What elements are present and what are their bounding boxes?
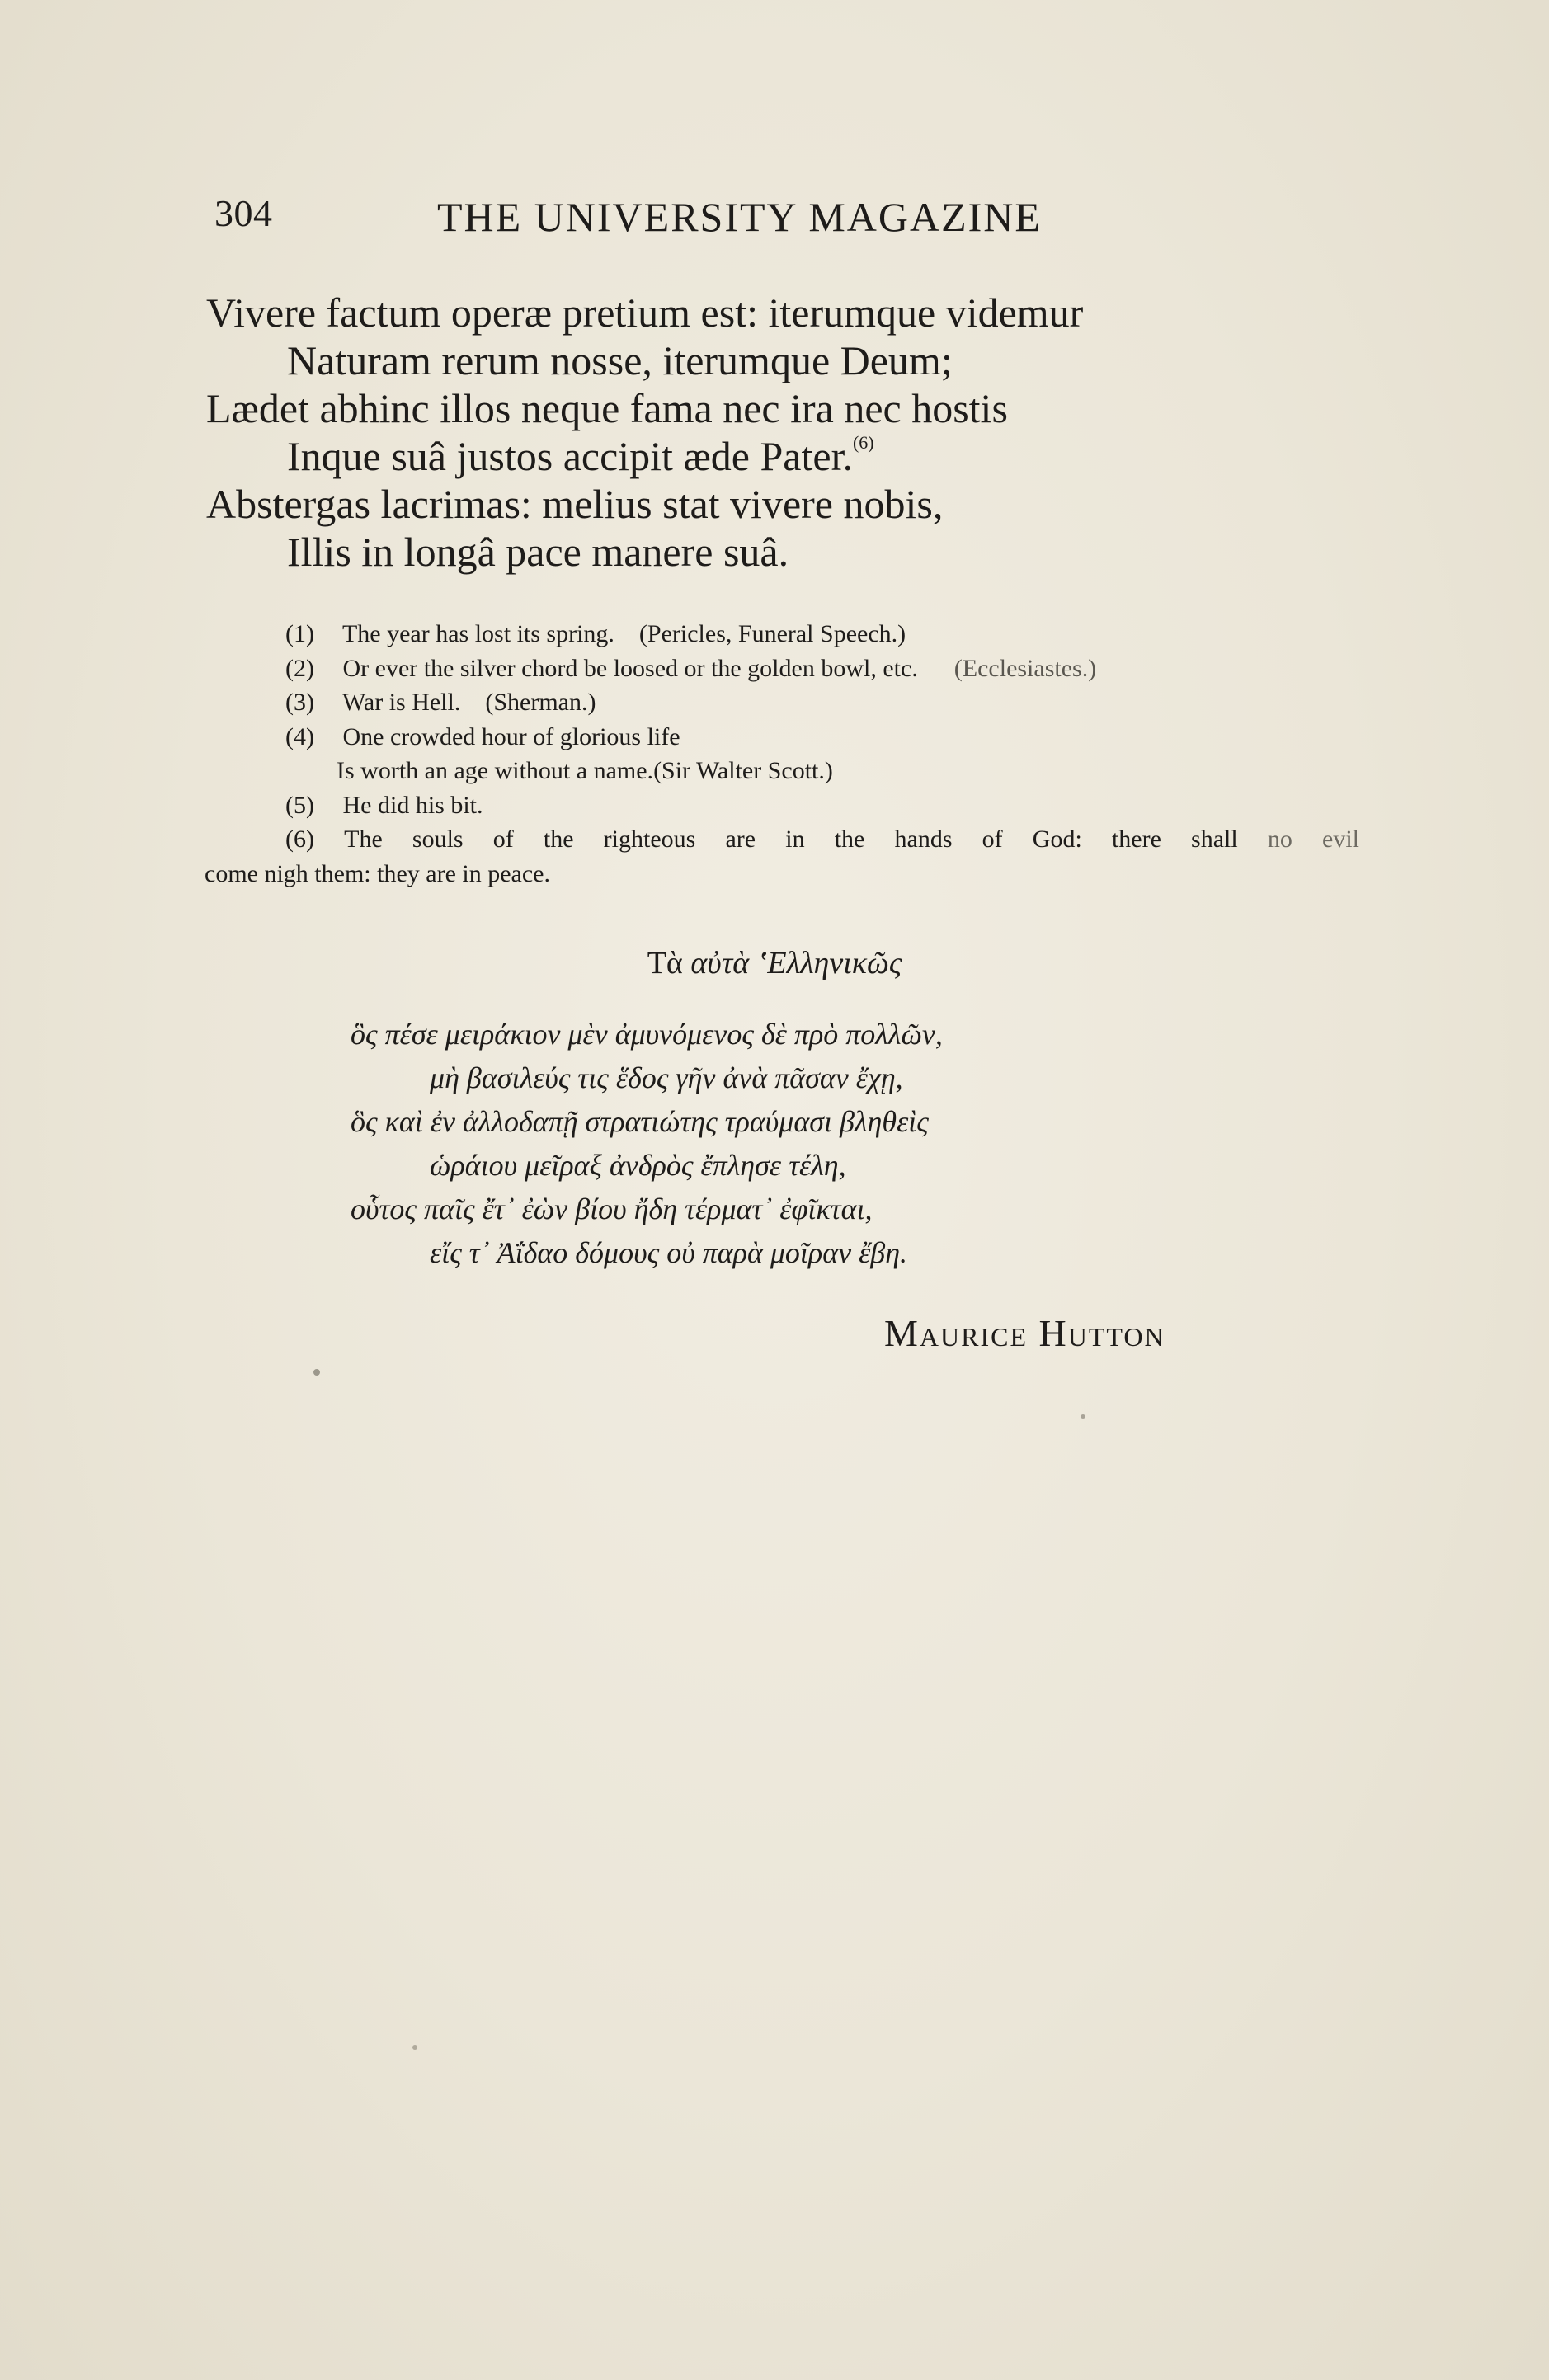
greek-poem	[351, 1013, 1258, 1275]
latin-poem	[206, 289, 1237, 576]
footnote-2	[205, 651, 1376, 686]
footnote-text: War is Hell.	[341, 689, 461, 716]
footnote-word: no	[1267, 825, 1292, 853]
footnote-source: (Pericles, Funeral Speech.)	[638, 620, 906, 647]
footnote-word: of	[492, 825, 514, 853]
footnote-word: righteous	[603, 825, 696, 853]
footnote-word: evil	[1322, 825, 1359, 853]
footnote-word: there	[1111, 825, 1161, 853]
greek-line-1: ὃς πέσε μειράκιον μὲν ἀμυνόμενος δὲ πρὸ πολλῶν,	[351, 1018, 943, 1051]
footnote-text: One crowded hour of glorious life	[342, 722, 680, 750]
greek-title-rest: αὐτὰ ʽΕλληνικῶς	[690, 946, 902, 981]
greek-line-4: ὡράιου μεῖραξ ἀνδρὸς ἔπλησε τέλη,	[430, 1149, 846, 1182]
paper-blemish	[412, 2045, 417, 2050]
poem-line-3: Lædet abhinc illos neque fama nec ira nec hostis	[206, 385, 1008, 431]
footnote-number: (5)	[285, 791, 314, 819]
footnote-1	[205, 617, 1376, 651]
footnotes	[205, 617, 1376, 891]
poem-line-2: Naturam rerum nosse, iterumque Deum;	[287, 337, 953, 383]
footnote-source: (Sir Walter Scott.)	[653, 757, 833, 784]
author-signature: Maurice Hutton	[884, 1312, 1165, 1354]
footnote-6	[205, 822, 1359, 857]
footnote-4-continuation	[205, 754, 1376, 788]
footnote-word: in	[785, 825, 805, 853]
page-header	[214, 191, 1122, 249]
poem-line-4-text: Inque suâ justos accipit æde Pater.	[287, 433, 853, 479]
footnote-source: (Ecclesiastes.)	[953, 654, 1097, 682]
greek-title-lead: Τὰ	[647, 946, 683, 981]
footnote-text: Is worth an age without a name.	[337, 757, 654, 784]
footnote-number: (6)	[285, 825, 314, 853]
greek-line-3: ὃς καὶ ἐν ἀλλοδαπῇ στρατιώτης τραύμασι βληθεὶς	[351, 1105, 929, 1138]
footnote-number: (1)	[285, 620, 314, 647]
footnote-word: The	[344, 825, 383, 853]
footnote-6-continuation: come nigh them: they are in peace.	[205, 859, 550, 887]
greek-line-6: εἴς τ᾽ Ἀΐδαο δόμους οὐ παρὰ μοῖραν ἔβη.	[430, 1236, 908, 1269]
greek-section-title	[0, 945, 1549, 981]
footnote-source: (Sherman.)	[485, 689, 596, 716]
greek-line-2: μὴ βασιλεύς τις ἕδος γῆν ἀνὰ πᾶσαν ἔχῃ,	[430, 1061, 903, 1094]
page-number: 304	[214, 192, 273, 234]
footnote-number: (4)	[285, 722, 314, 750]
footnote-5	[205, 788, 1376, 823]
footnote-text: Or ever the silver chord be loosed or the golden bowl, etc.	[342, 654, 918, 682]
footnote-number: (3)	[285, 689, 314, 716]
footnote-text: He did his bit.	[342, 791, 483, 819]
greek-line-5: οὗτος παῖς ἔτ᾽ ἐὼν βίου ἤδη τέρματ᾽ ἐφῖκται,	[351, 1192, 873, 1225]
footnote-word: of	[982, 825, 1003, 853]
footnote-word: are	[725, 825, 756, 853]
footnote-word: the	[834, 825, 865, 853]
poem-line-1: Vivere factum operæ pretium est: iterumque videmur	[206, 289, 1084, 336]
footnote-word: God:	[1032, 825, 1082, 853]
footnote-text: The year has lost its spring.	[341, 620, 614, 647]
footnote-word: shall	[1191, 825, 1238, 853]
footnote-word: the	[543, 825, 574, 853]
paper-blemish	[1081, 1414, 1085, 1419]
paper-blemish	[313, 1369, 320, 1376]
poem-line-5: Abstergas lacrimas: melius stat vivere nobis,	[206, 481, 944, 527]
running-head: THE UNIVERSITY MAGAZINE	[437, 194, 1042, 240]
footnote-word: souls	[412, 825, 464, 853]
poem-line-6: Illis in longâ pace manere suâ.	[287, 529, 789, 575]
footnote-3	[205, 685, 1376, 720]
poem-line-4	[206, 432, 1237, 480]
footnote-marker: (6)	[852, 432, 874, 453]
footnote-4	[205, 720, 1376, 755]
footnote-number: (2)	[285, 654, 314, 682]
footnote-word: hands	[894, 825, 953, 853]
